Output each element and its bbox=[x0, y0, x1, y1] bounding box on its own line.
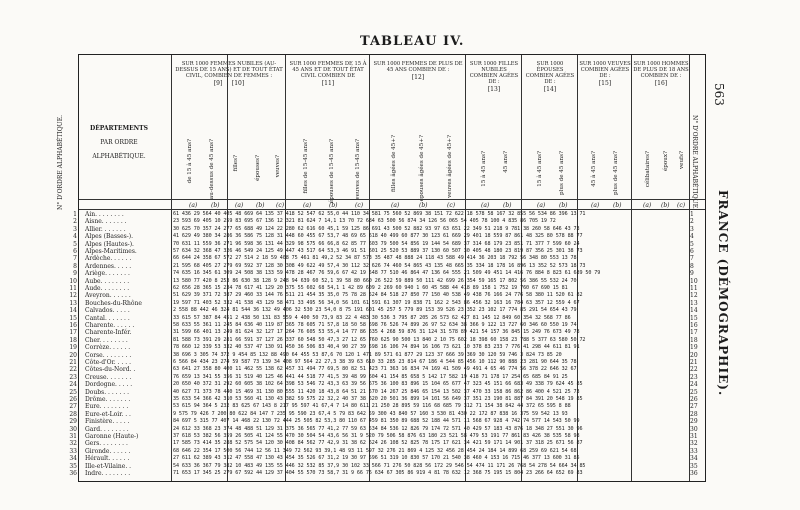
row-index-right: 9 bbox=[690, 270, 694, 278]
column-label: veufs? bbox=[679, 151, 685, 170]
department-name: Aveyron. . . . . . bbox=[85, 292, 131, 300]
column-label: 45 à 45 ans? bbox=[591, 151, 597, 187]
row-index: 18 bbox=[69, 336, 77, 344]
table-row: 40 627 71 373 78 440 15 469 31 130 80 555 11 420 18 43,8 64 51 21 570 14 267 25 846 65 154 13 502 37 470 33 158 86 862 86 400 4 521 25 73 bbox=[173, 388, 580, 395]
table-row: 78 660 12 339 53 332 40 537 47 130 91 450 36 506 83 40,4 90 27 39 598 16 106 74 894 16 106 73 621 10 378 83 233 7 776 41 298 44 611 81 91 bbox=[173, 344, 580, 351]
row-index-right: 2 bbox=[690, 218, 694, 226]
row-index: 28 bbox=[69, 410, 77, 418]
row-index-right: 22 bbox=[690, 366, 698, 374]
right-index-header: N° D'ORDRE ALPHABÉTIQUE. bbox=[691, 115, 698, 211]
column-label: 15 à 45 ans? bbox=[481, 151, 487, 187]
row-index: 11 bbox=[69, 285, 77, 292]
column-label: filles? bbox=[233, 155, 239, 172]
group-header-11 bbox=[287, 61, 369, 87]
row-index: 34 bbox=[69, 455, 77, 463]
row-index: 17 bbox=[69, 329, 77, 337]
table-row: 84 697 5 315 77 407 14 468 22 130 72 444 25 505 82 53,3 80 110 67 459 81 350 89 688 52 188 44 571 11 568 67 928 4 742 74 577 14 543 50 99 bbox=[173, 418, 580, 425]
department-name: Charente. . . . . . bbox=[85, 322, 135, 329]
table-row: 20 650 40 372 31 292 60 605 38 102 64 398 53 546 72 43,3 63 39 56 675 36 100 83 896 15 104 65 677 47 323 45 151 66 683 49 338 79 624 45 85 bbox=[173, 381, 583, 388]
row-index: 15 bbox=[69, 314, 77, 322]
table-row: 33 615 57 387 84 451 2 438 50 131 83 559 4 400 50 73,9 83 22 4 483 30 536 3 795 87 205 26 573 62 427 81 145 12 849 60 354 32 568 77 86 bbox=[173, 314, 571, 321]
row-index: 1 bbox=[73, 211, 77, 218]
sub-marker: (c) bbox=[677, 202, 686, 209]
row-index-right: 29 bbox=[690, 418, 698, 426]
side-label: FRANCE (DÉMOGRAPHIE). bbox=[716, 190, 730, 397]
group-text: SUR 1000 HOMMES DE PLUS DE 18 ANS COMBIEN DE : bbox=[633, 61, 689, 79]
column-label: plus de 45 ans? bbox=[559, 151, 565, 195]
column-label: veuves de 15-45 ans? bbox=[355, 139, 361, 200]
row-index-right: 7 bbox=[690, 255, 694, 263]
row-index: 16 bbox=[69, 322, 77, 329]
department-name: Alpes (Hautes-). bbox=[85, 240, 134, 248]
row-index: 29 bbox=[69, 418, 77, 426]
row-index: 24 bbox=[69, 381, 77, 389]
sub-marker: (b) bbox=[613, 202, 622, 209]
department-name: Côtes-du-Nord. . bbox=[85, 366, 136, 374]
department-name: Ardèche. . . . . . bbox=[85, 255, 132, 263]
sub-marker: (b) bbox=[559, 202, 568, 209]
table-row: 74 635 16 345 61 309 24 508 38 133 59 478 28 467 76 59,6 67 42 19 548 77 510 46 864 47 136 64 555 21 509 49 451 14 416 76 884 8 823 61 689 50 79 bbox=[173, 270, 601, 277]
group-number: [15] bbox=[598, 80, 612, 87]
column-label: époux? bbox=[663, 151, 669, 172]
row-index-right: 30 bbox=[690, 425, 698, 433]
row-index-right: 28 bbox=[690, 410, 698, 418]
group-header-12 bbox=[371, 61, 465, 81]
sub-marker: (a) bbox=[591, 202, 600, 209]
group-header-16 bbox=[633, 61, 689, 87]
row-index: 30 bbox=[69, 425, 77, 433]
table-row: 68 646 22 354 17 500 56 744 12 56 11 349 72 562 93 39,1 48 93 11 597 32 276 21 869 4 125 32 456 28 454 24 184 14 899 68 259 69 621 54 68 bbox=[173, 447, 577, 454]
department-name: Cher. . . . . . . . bbox=[85, 336, 128, 344]
department-name: Finistère. . . . . bbox=[85, 418, 130, 426]
department-name: Ariège. . . . . . . bbox=[85, 270, 130, 278]
sub-marker: (a) bbox=[481, 202, 490, 209]
row-index-right: 26 bbox=[690, 396, 698, 403]
table-row: 53 615 94 364 5 232 83 625 67 143 8 217 95 597 41 67,4 7 14 80 611 21 250 28 895 59 116 68 685 79 312 71 154 38 842 44 372 65 595 8 88 bbox=[173, 403, 571, 410]
row-index-right: 17 bbox=[690, 329, 698, 337]
group-number: [14] bbox=[543, 86, 557, 93]
group-text: SUR 1000 VEUVES COMBIEN AGÉES DE : bbox=[579, 61, 631, 79]
row-index-right: 18 bbox=[690, 336, 698, 344]
header-rule bbox=[79, 199, 705, 200]
row-index-right: 1 bbox=[690, 211, 694, 218]
table-row: 61 436 29 564 40 405 48 669 64 135 37 418 52 547 62 55,0 44 110 34 581 75 560 52 869 38 151 72 622 18 578 58 167 32 855 56 534 86 396 13 71 bbox=[173, 211, 586, 217]
group-number-9: [9] bbox=[213, 80, 223, 87]
row-index-right: 21 bbox=[690, 359, 698, 366]
table-row: 58 633 55 361 11 245 84 636 40 119 87 365 78 605 71 57,8 18 50 58 698 76 526 74 899 26 97 52 634 38 366 9 122 13 727 60 346 60 550 19 74 bbox=[173, 322, 577, 328]
department-name: Gers. . . . . . . . bbox=[85, 440, 128, 448]
table-row: 19 597 71 403 52 332 41 538 43 129 58 471 33 495 56 34,0 56 101 61 591 61 307 19 838 71 162 2 543 86 456 32 163 16 784 63 357 12 559 4 67 bbox=[173, 299, 580, 306]
statistics-table bbox=[57, 54, 706, 482]
department-name: Corse. . . . . . . . bbox=[85, 351, 132, 359]
row-index: 22 bbox=[69, 366, 77, 374]
table-row: 54 633 36 367 79 382 10 483 49 135 55 446 32 532 85 37,9 30 102 33 566 71 276 50 828 56 172 29 546 54 474 11 171 26 768 54 278 54 664 34 85 bbox=[173, 462, 586, 469]
sub-marker: (b) bbox=[211, 202, 220, 209]
sub-marker: (c) bbox=[355, 202, 364, 209]
department-name: Indre. . . . . . . . bbox=[85, 470, 131, 477]
department-name: Dordogne. . . . . bbox=[85, 381, 133, 389]
row-index-right: 11 bbox=[690, 285, 698, 292]
department-name: Drôme. . . . . . . bbox=[85, 396, 131, 403]
table-row: 35 633 54 366 42 310 53 560 41 130 43 382 59 575 22 32,2 40 37 38 620 20 501 36 899 14 101 56 649 37 351 23 190 81 887 84 391 20 548 19 85 bbox=[173, 396, 583, 402]
sub-marker: (b) bbox=[419, 202, 428, 209]
row-index-right: 24 bbox=[690, 381, 698, 389]
row-index-right: 34 bbox=[690, 455, 698, 463]
sub-marker: (b) bbox=[256, 202, 265, 209]
column-label: veuves? bbox=[275, 155, 281, 178]
row-index-right: 35 bbox=[690, 462, 698, 470]
department-name: Hérault. . . . . . bbox=[85, 455, 130, 463]
row-index: 4 bbox=[73, 233, 77, 241]
department-name: Alpes-Maritimes. bbox=[85, 248, 137, 255]
table-row: 21 595 68 405 27 279 69 592 37 128 30 308 49 622 49 57,4 30 112 32 626 74 460 54 865 43 135 48 665 35 334 18 178 16 896 13 352 52 573 18 73 bbox=[173, 262, 586, 269]
sub-marker: (b) bbox=[661, 202, 670, 209]
row-index-right: 14 bbox=[690, 307, 698, 315]
table-row: 37 618 53 382 56 359 26 505 41 124 55 470 30 504 54 43,6 56 31 9 520 79 506 58 876 63 180 23 521 58 479 53 191 77 861 83 426 38 535 58 98 bbox=[173, 433, 580, 439]
group-text: SUR 1000 FEMMES DE 15 À 45 ANS ET DE TOUT ÉTAT CIVIL COMBIEN DE bbox=[289, 61, 367, 79]
row-index-right: 8 bbox=[690, 262, 694, 270]
table-row: 63 641 27 358 80 400 11 462 55 138 62 457 31 494 77 69,5 80 82 51 423 71 363 16 834 74 169 41 509 49 491 4 65 46 774 56 378 22 646 32 67 bbox=[173, 366, 577, 373]
row-index-right: 10 bbox=[690, 277, 698, 285]
table-row: 81 588 73 391 29 281 66 591 37 127 26 337 60 548 50 47,3 27 12 65 760 625 90 500 13 840 2 10 75 602 18 398 60 158 23 788 5 377 63 580 50 72 bbox=[173, 336, 586, 343]
department-name: Eure. . . . . . . . bbox=[85, 403, 129, 411]
sub-marker: (b) bbox=[329, 202, 338, 209]
row-index-right: 36 bbox=[690, 470, 698, 477]
row-index: 27 bbox=[69, 403, 77, 411]
row-index: 36 bbox=[69, 470, 77, 477]
department-name: Charente-Infér. bbox=[85, 329, 132, 337]
group-text: SUR 1000 ÉPOUSES COMBIEN AGÉES DE : bbox=[525, 61, 575, 85]
table-row: 31 599 66 401 13 249 81 624 32 127 17 264 76 605 53 55,4 14 77 86 635 4 268 59 876 31 124 31 578 89 421 54 157 36 845 15 249 76 673 49 78 bbox=[173, 329, 580, 336]
table-row: 62 656 28 365 15 234 78 617 41 129 20 375 55 602 68 54,1 1 42 89 609 2 269 60 940 1 60 45 588 44 418 89 158 1 752 19 760 67 690 15 81 bbox=[173, 285, 568, 291]
row-index: 5 bbox=[73, 240, 77, 248]
group-number: [11] bbox=[321, 80, 335, 87]
departments-header-line: DÉPARTEMENTS bbox=[90, 125, 148, 132]
column-label: 45 ans? bbox=[503, 151, 509, 173]
row-index: 33 bbox=[69, 447, 77, 455]
column-label: célibataires? bbox=[645, 151, 651, 188]
row-index-right: 27 bbox=[690, 403, 698, 411]
column-label: plus de 45 ans? bbox=[613, 151, 619, 195]
department-name: Alpes (Basses-). bbox=[85, 233, 134, 241]
row-index-right: 12 bbox=[690, 292, 698, 300]
row-index: 8 bbox=[73, 262, 77, 270]
table-row: 76 659 13 341 55 356 31 519 40 125 46 441 44 518 77 41,5 39 48 99 604 41 154 85 658 5 142 17 582 19 418 71 178 17 254 65 685 84 91 25 bbox=[173, 373, 568, 380]
group-number-10: [10] bbox=[231, 80, 245, 87]
table-row: 6 566 84 434 23 274 59 587 73 139 34 408 97 564 22 27,3 38 39 63 610 33 285 23 814 67 186 4 544 85 456 10 112 90 888 23 281 90 644 35 78 bbox=[173, 359, 577, 365]
department-name: Ardennes. . . . . bbox=[85, 262, 132, 270]
row-index: 32 bbox=[69, 440, 77, 448]
sub-marker: (a) bbox=[189, 202, 198, 209]
department-name: Ille-et-Vilaine. . bbox=[85, 462, 132, 470]
table-row: 51 629 39 371 72 387 29 460 33 144 76 511 21 454 35 35,0 75 78 28 524 84 518 27 850 77 150 40 538 49 438 76 166 24 776 58 380 11 520 61 82 bbox=[173, 292, 583, 299]
row-index-right: 16 bbox=[690, 322, 698, 329]
sub-marker: (c) bbox=[447, 202, 456, 209]
table-row: 66 644 24 358 67 572 27 514 2 18 59 408 75 461 81 49,2 52 34 87 573 35 487 48 888 24 118 43 588 49 414 36 203 18 792 56 348 80 553 13 78 bbox=[173, 255, 577, 262]
group-header-9-10 bbox=[173, 61, 285, 87]
header-rule bbox=[79, 209, 705, 210]
row-index-right: 32 bbox=[690, 440, 698, 448]
department-name: Corrèze. . . . . . bbox=[85, 344, 131, 352]
column-label: filles de 15-45 ans? bbox=[303, 139, 309, 194]
column-label: de 15 à 45 ans? bbox=[187, 139, 193, 184]
department-name: Côte-d'Or. . . . . bbox=[85, 359, 131, 366]
column-label: 15 à 45 ans? bbox=[537, 151, 543, 187]
row-index-right: 13 bbox=[690, 299, 698, 307]
sub-marker: (c) bbox=[276, 202, 285, 209]
table-row: 57 634 32 368 47 326 46 549 24 125 49 447 43 517 64 53,3 46 91 51 601 25 520 53 889 37 130 60 507 30 405 48 180 23 819 87 356 25 301 38 73 bbox=[173, 248, 583, 254]
row-index: 7 bbox=[73, 255, 77, 263]
sub-marker: (a) bbox=[643, 202, 652, 209]
column-label: au-dessus de 45 ans? bbox=[209, 139, 215, 200]
page-number: 563 bbox=[712, 83, 726, 106]
row-index-right: 33 bbox=[690, 447, 698, 455]
column-label: épouses de 15-45 ans? bbox=[329, 139, 335, 204]
table-row: 2 558 88 442 46 324 81 544 36 132 49 406 32 530 23 54,0 8 75 191 601 45 257 5 779 89 153 39 526 23 352 23 102 17 774 85 291 54 654 43 79 bbox=[173, 307, 577, 314]
row-index: 21 bbox=[69, 359, 77, 366]
group-text: SUR 1000 FEMMES NUBILES (AU-DESSUS DE 15 ANS) ET DE TOUT ÉTAT CIVIL, COMBIEN DE FEMMES : bbox=[175, 61, 283, 79]
row-index: 19 bbox=[69, 344, 77, 352]
row-index: 26 bbox=[69, 396, 77, 403]
department-name: Bouches-du-Rhône bbox=[85, 299, 142, 307]
group-number bbox=[173, 81, 285, 87]
department-name: Aube. . . . . . . . bbox=[85, 277, 130, 285]
department-name: Aude. . . . . . . . bbox=[85, 285, 130, 292]
row-index: 14 bbox=[69, 307, 77, 315]
row-index: 25 bbox=[69, 388, 77, 396]
row-index: 10 bbox=[69, 277, 77, 285]
group-number: [16] bbox=[654, 80, 668, 87]
page-title: TABLEAU IV. bbox=[360, 34, 465, 49]
department-name: Gard. . . . . . . . bbox=[85, 425, 129, 433]
row-index-right: 4 bbox=[690, 233, 694, 241]
table-body bbox=[69, 211, 705, 479]
department-name: Aisne. . . . . . . bbox=[85, 218, 127, 226]
sub-marker: (a) bbox=[537, 202, 546, 209]
table-row: 17 585 73 414 35 288 52 575 54 120 30 408 84 562 77 42,9 31 38 62 624 26 108 52 825 78 175 17 621 34 421 59 171 14 901 37 318 25 671 56 87 bbox=[173, 440, 583, 447]
row-index-right: 25 bbox=[690, 388, 698, 396]
group-header-13 bbox=[467, 61, 521, 93]
department-name: Doubs. . . . . . . bbox=[85, 388, 130, 396]
row-index: 31 bbox=[69, 433, 77, 440]
department-name: Cantal. . . . . . . bbox=[85, 314, 130, 322]
row-index: 35 bbox=[69, 462, 77, 470]
department-name: Garonne (Haute-) bbox=[85, 433, 139, 440]
departments-header-line: ALPHABÉTIQUE. bbox=[92, 153, 146, 160]
department-name: Creuse. . . . . . . bbox=[85, 373, 132, 381]
departments-header bbox=[87, 125, 151, 161]
group-number: [13] bbox=[487, 86, 501, 93]
department-name: Gironde. . . . . . bbox=[85, 447, 131, 455]
table-row: 27 611 62 389 43 312 47 558 47 130 43 454 35 526 67 31,2 19 30 97 596 51 319 10 830 57 170 21 540 38 460 4 153 16 715 46 377 13 600 31 85 bbox=[173, 455, 580, 462]
row-index: 12 bbox=[69, 292, 77, 300]
table-row: 24 612 33 368 23 374 48 488 51 129 31 375 36 565 77 41,2 77 59 63 534 84 536 12 826 79 174 72 571 40 429 57 183 43 876 18 348 27 551 30 96 bbox=[173, 425, 583, 432]
group-text: SUR 1000 FILLES NUBILES COMBIEN AGÉES DE : bbox=[469, 61, 519, 85]
table-row: 41 629 49 380 34 286 36 586 75 128 31 448 60 455 67 53,7 48 69 65 618 40 499 60 877 30 123 61 669 29 401 18 559 87 861 48 325 80 578 88 77 bbox=[173, 233, 583, 240]
row-index-right: 20 bbox=[690, 351, 698, 359]
row-index: 2 bbox=[73, 218, 77, 226]
table-row: 13 580 77 420 8 253 86 630 38 128 9 248 94 639 60 52,1 39 58 80 660 26 522 59 889 50 111 42 699 26 354 59 165 17 802 56 386 55 532 24 70 bbox=[173, 277, 577, 284]
row-index-right: 5 bbox=[690, 240, 694, 248]
group-text: SUR 1000 FEMMES DE PLUS DE 45 ANS COMBIEN DE : bbox=[373, 61, 463, 73]
row-index-right: 15 bbox=[690, 314, 698, 322]
department-name: Ain. . . . . . . . bbox=[85, 211, 124, 218]
row-index-right: 23 bbox=[690, 373, 698, 381]
row-index-right: 6 bbox=[690, 248, 694, 255]
department-name: Calvados. . . . . bbox=[85, 307, 130, 315]
row-index-right: 19 bbox=[690, 344, 698, 352]
row-index-right: 3 bbox=[690, 225, 694, 233]
department-name: Allier. . . . . . . bbox=[85, 225, 126, 233]
sub-marker: (a) bbox=[303, 202, 312, 209]
sub-marker: (a) bbox=[235, 202, 244, 209]
group-header-15 bbox=[579, 61, 631, 87]
row-index: 9 bbox=[73, 270, 77, 278]
row-index: 6 bbox=[73, 248, 77, 255]
department-name: Eure-et-Loir. . . bbox=[85, 410, 131, 418]
table-row: 30 625 70 357 24 277 65 688 49 124 22 280 62 616 60 45,1 59 125 86 691 43 500 52 882 93 97 63 651 22 349 51 218 9 781 38 260 58 646 43 73 bbox=[173, 225, 580, 232]
column-label: épouses? bbox=[255, 155, 261, 181]
left-index-header: N° D'ORDRE ALPHABÉTIQUE. bbox=[57, 115, 64, 211]
table-row: 70 631 11 559 36 271 96 598 36 131 44 329 98 575 66 66,8 62 85 77 603 79 500 54 856 19 144 54 689 37 314 68 179 23 851 71 377 7 599 60 24 bbox=[173, 240, 580, 247]
column-label: filles âgées de 45+? bbox=[391, 135, 397, 192]
group-number: [12] bbox=[411, 74, 425, 81]
table-row: 9 575 79 426 7 200 80 622 84 147 7 235 95 590 23 67,4 5 79 83 642 59 300 43 840 57 160 3 530 81 430 22 172 87 838 16 375 59 542 13 93 bbox=[173, 410, 568, 417]
sub-marker: (a) bbox=[391, 202, 400, 209]
row-index: 13 bbox=[69, 299, 77, 307]
group-header-14 bbox=[523, 61, 577, 93]
sub-marker: (b) bbox=[503, 202, 512, 209]
table-row: 23 593 69 405 10 259 83 695 67 136 12 321 81 624 7 14,1 13 70 72 684 63 500 56 874 34 126 56 065 54 405 78 100 4 835 86 705 19 72 bbox=[173, 218, 556, 225]
departments-header-line: PAR ORDRE bbox=[100, 139, 138, 146]
row-index-right: 31 bbox=[690, 433, 698, 440]
row-index: 23 bbox=[69, 373, 77, 381]
column-label: veuves âgées de 45+? bbox=[447, 135, 453, 198]
column-label: épouses âgées de 45+? bbox=[419, 135, 425, 202]
row-index: 20 bbox=[69, 351, 77, 359]
table-row: 71 653 17 345 25 279 67 592 44 129 37 404 55 570 73 58,7 31 9 66 76 634 67 305 86 919 4 81 78 632 12 368 75 195 15 804 23 266 64 652 69 83 bbox=[173, 470, 583, 476]
row-index: 3 bbox=[73, 225, 77, 233]
table-row: 38 696 3 305 74 372 9 454 85 132 88 490 64 455 53 87,6 70 120 1 471 89 571 61 877 29 123 37 666 39 369 30 120 59 746 3 824 73 85 20 bbox=[173, 351, 562, 358]
